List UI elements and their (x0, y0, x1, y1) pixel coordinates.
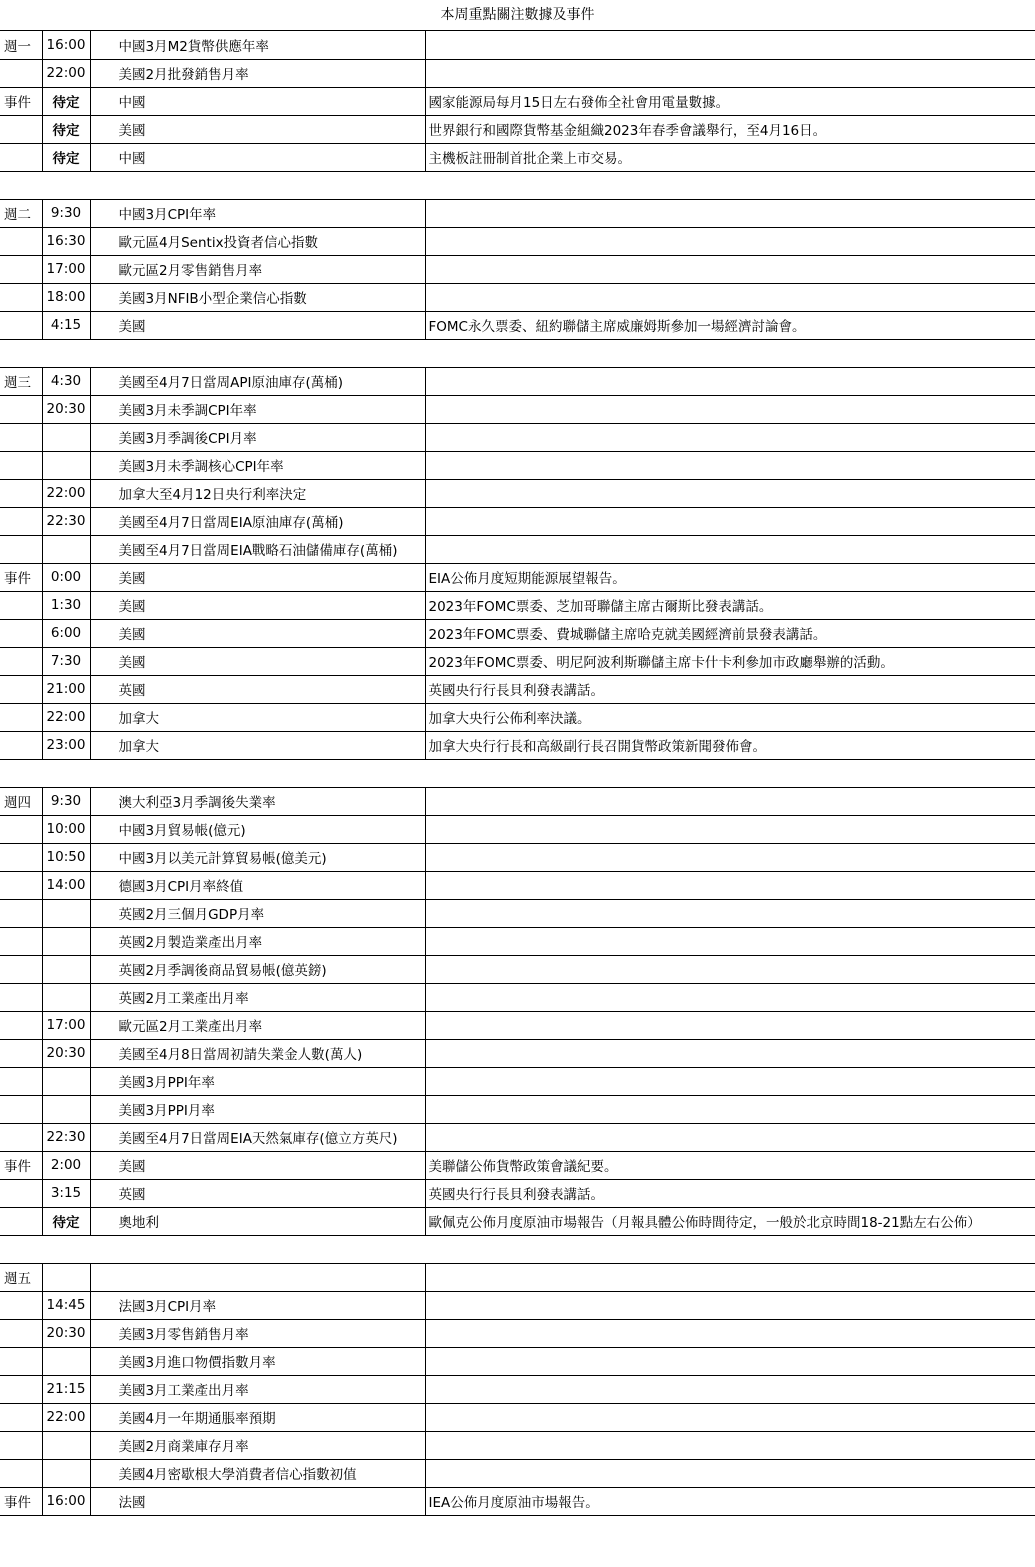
time-cell: 22:00 (42, 59, 90, 87)
note-cell: 英國央行行長貝利發表講話。 (425, 1179, 1035, 1207)
day-cell (0, 1347, 42, 1375)
time-cell: 0:00 (42, 563, 90, 591)
note-cell (425, 535, 1035, 563)
day-cell: 事件 (0, 563, 42, 591)
day-cell (0, 1291, 42, 1319)
item-cell (90, 1263, 425, 1291)
item-cell: 美國 (90, 115, 425, 143)
item-cell: 美國 (90, 563, 425, 591)
time-cell: 23:00 (42, 731, 90, 759)
table-row (0, 619, 1035, 647)
table-row (0, 1403, 1035, 1431)
note-cell (425, 367, 1035, 395)
day-cell (0, 1095, 42, 1123)
day-cell (0, 983, 42, 1011)
schedule-table (0, 31, 1035, 1516)
note-cell: 主機板註冊制首批企業上市交易。 (425, 143, 1035, 171)
note-cell: FOMC永久票委、紐約聯儲主席威廉姆斯參加一場經濟討論會。 (425, 311, 1035, 339)
time-cell: 20:30 (42, 395, 90, 423)
item-cell: 美國至4月7日當周EIA原油庫存(萬桶) (90, 507, 425, 535)
note-cell: 英國央行行長貝利發表講話。 (425, 675, 1035, 703)
day-cell (0, 283, 42, 311)
item-cell: 美國至4月8日當周初請失業金人數(萬人) (90, 1039, 425, 1067)
note-cell (425, 787, 1035, 815)
table-row (0, 199, 1035, 227)
item-cell: 中國3月以美元計算貿易帳(億美元) (90, 843, 425, 871)
item-cell: 美國至4月7日當周API原油庫存(萬桶) (90, 367, 425, 395)
note-cell (425, 423, 1035, 451)
table-row (0, 927, 1035, 955)
day-cell (0, 731, 42, 759)
table-row (0, 367, 1035, 395)
time-cell: 1:30 (42, 591, 90, 619)
table-row (0, 899, 1035, 927)
item-cell: 美國2月批發銷售月率 (90, 59, 425, 87)
time-cell (42, 1067, 90, 1095)
note-cell (425, 1039, 1035, 1067)
item-cell: 澳大利亞3月季調後失業率 (90, 787, 425, 815)
day-cell (0, 143, 42, 171)
time-cell: 7:30 (42, 647, 90, 675)
blank-row (0, 1235, 1035, 1263)
item-cell: 中國3月CPI年率 (90, 199, 425, 227)
blank-row (0, 759, 1035, 787)
day-cell (0, 535, 42, 563)
item-cell: 中國 (90, 143, 425, 171)
table-row (0, 1431, 1035, 1459)
table-row (0, 31, 1035, 59)
blank-cell (0, 1235, 1035, 1263)
time-cell: 3:15 (42, 1179, 90, 1207)
day-cell (0, 1403, 42, 1431)
item-cell: 美國3月未季調核心CPI年率 (90, 451, 425, 479)
day-cell (0, 1375, 42, 1403)
day-cell (0, 227, 42, 255)
time-cell: 14:45 (42, 1291, 90, 1319)
item-cell: 美國4月密歇根大學消費者信心指數初值 (90, 1459, 425, 1487)
item-cell: 美國3月零售銷售月率 (90, 1319, 425, 1347)
note-cell (425, 395, 1035, 423)
note-cell (425, 1319, 1035, 1347)
time-cell: 9:30 (42, 199, 90, 227)
day-cell: 事件 (0, 87, 42, 115)
item-cell: 美國3月未季調CPI年率 (90, 395, 425, 423)
day-cell (0, 927, 42, 955)
note-cell (425, 899, 1035, 927)
day-cell: 事件 (0, 1151, 42, 1179)
table-row (0, 871, 1035, 899)
table-row (0, 451, 1035, 479)
item-cell: 英國 (90, 1179, 425, 1207)
item-cell: 美國3月PPI年率 (90, 1067, 425, 1095)
item-cell: 加拿大 (90, 731, 425, 759)
item-cell: 英國2月季調後商品貿易帳(億英鎊) (90, 955, 425, 983)
note-cell: 2023年FOMC票委、芝加哥聯儲主席古爾斯比發表講話。 (425, 591, 1035, 619)
day-cell: 週四 (0, 787, 42, 815)
day-cell (0, 1431, 42, 1459)
time-cell (42, 451, 90, 479)
time-cell: 待定 (42, 143, 90, 171)
time-cell: 22:30 (42, 1123, 90, 1151)
note-cell (425, 1431, 1035, 1459)
table-row (0, 311, 1035, 339)
day-cell (0, 619, 42, 647)
day-cell (0, 311, 42, 339)
time-cell: 22:00 (42, 479, 90, 507)
time-cell: 22:00 (42, 1403, 90, 1431)
table-row (0, 395, 1035, 423)
item-cell: 加拿大至4月12日央行利率決定 (90, 479, 425, 507)
note-cell (425, 199, 1035, 227)
table-row (0, 507, 1035, 535)
time-cell: 9:30 (42, 787, 90, 815)
day-cell: 週五 (0, 1263, 42, 1291)
note-cell (425, 1347, 1035, 1375)
note-cell: EIA公佈月度短期能源展望報告。 (425, 563, 1035, 591)
time-cell: 6:00 (42, 619, 90, 647)
item-cell: 英國 (90, 675, 425, 703)
note-cell (425, 255, 1035, 283)
time-cell (42, 983, 90, 1011)
table-row (0, 591, 1035, 619)
table-row (0, 1011, 1035, 1039)
item-cell: 美國3月進口物價指數月率 (90, 1347, 425, 1375)
item-cell: 美國 (90, 647, 425, 675)
day-cell (0, 115, 42, 143)
table-row (0, 1459, 1035, 1487)
day-cell (0, 647, 42, 675)
note-cell (425, 1459, 1035, 1487)
note-cell (425, 479, 1035, 507)
table-row (0, 1375, 1035, 1403)
time-cell: 待定 (42, 115, 90, 143)
table-row (0, 983, 1035, 1011)
day-cell (0, 1179, 42, 1207)
time-cell: 待定 (42, 87, 90, 115)
day-cell (0, 899, 42, 927)
time-cell: 16:00 (42, 1487, 90, 1515)
table-row (0, 563, 1035, 591)
day-cell (0, 955, 42, 983)
table-row (0, 731, 1035, 759)
schedule-rows (0, 31, 1035, 1515)
item-cell: 歐元區2月工業產出月率 (90, 1011, 425, 1039)
blank-row (0, 171, 1035, 199)
item-cell: 英國2月製造業產出月率 (90, 927, 425, 955)
table-row (0, 283, 1035, 311)
note-cell (425, 1263, 1035, 1291)
item-cell: 奧地利 (90, 1207, 425, 1235)
time-cell (42, 927, 90, 955)
note-cell (425, 1095, 1035, 1123)
item-cell: 加拿大 (90, 703, 425, 731)
time-cell: 16:30 (42, 227, 90, 255)
item-cell: 美國2月商業庫存月率 (90, 1431, 425, 1459)
time-cell: 17:00 (42, 1011, 90, 1039)
table-row (0, 703, 1035, 731)
day-cell (0, 1207, 42, 1235)
item-cell: 美國 (90, 591, 425, 619)
blank-cell (0, 339, 1035, 367)
item-cell: 美國至4月7日當周EIA天然氣庫存(億立方英尺) (90, 1123, 425, 1151)
note-cell: 加拿大央行行長和高級副行長召開貨幣政策新聞發佈會。 (425, 731, 1035, 759)
item-cell: 美國 (90, 619, 425, 647)
table-row (0, 1347, 1035, 1375)
table-row (0, 1039, 1035, 1067)
note-cell (425, 955, 1035, 983)
note-cell (425, 983, 1035, 1011)
time-cell: 21:15 (42, 1375, 90, 1403)
note-cell (425, 227, 1035, 255)
note-cell: 國家能源局每月15日左右發佈全社會用電量數據。 (425, 87, 1035, 115)
item-cell: 中國3月貿易帳(億元) (90, 815, 425, 843)
time-cell: 2:00 (42, 1151, 90, 1179)
note-cell (425, 507, 1035, 535)
item-cell: 美國3月工業產出月率 (90, 1375, 425, 1403)
time-cell: 10:00 (42, 815, 90, 843)
note-cell (425, 1067, 1035, 1095)
time-cell: 17:00 (42, 255, 90, 283)
time-cell: 18:00 (42, 283, 90, 311)
item-cell: 美國4月一年期通脹率預期 (90, 1403, 425, 1431)
note-cell (425, 451, 1035, 479)
note-cell (425, 283, 1035, 311)
note-cell: 歐佩克公佈月度原油市場報告（月報具體公佈時間待定，一般於北京時間18-21點左右公佈） (425, 1207, 1035, 1235)
blank-row (0, 339, 1035, 367)
time-cell (42, 1459, 90, 1487)
time-cell: 20:30 (42, 1039, 90, 1067)
day-cell (0, 675, 42, 703)
time-cell (42, 1263, 90, 1291)
note-cell: 2023年FOMC票委、明尼阿波利斯聯儲主席卡什卡利參加市政廳舉辦的活動。 (425, 647, 1035, 675)
time-cell (42, 535, 90, 563)
day-cell (0, 703, 42, 731)
item-cell: 德國3月CPI月率終值 (90, 871, 425, 899)
table-row (0, 843, 1035, 871)
time-cell (42, 1095, 90, 1123)
day-cell (0, 1319, 42, 1347)
item-cell: 英國2月三個月GDP月率 (90, 899, 425, 927)
day-cell (0, 479, 42, 507)
table-row (0, 1207, 1035, 1235)
time-cell: 21:00 (42, 675, 90, 703)
note-cell (425, 59, 1035, 87)
table-row (0, 255, 1035, 283)
item-cell: 歐元區2月零售銷售月率 (90, 255, 425, 283)
table-row (0, 1095, 1035, 1123)
time-cell: 4:15 (42, 311, 90, 339)
table-row (0, 1263, 1035, 1291)
table-row (0, 647, 1035, 675)
note-cell (425, 1011, 1035, 1039)
table-row (0, 115, 1035, 143)
day-cell (0, 843, 42, 871)
time-cell (42, 1347, 90, 1375)
day-cell (0, 1067, 42, 1095)
table-row (0, 535, 1035, 563)
time-cell: 4:30 (42, 367, 90, 395)
item-cell: 法國3月CPI月率 (90, 1291, 425, 1319)
item-cell: 美國3月PPI月率 (90, 1095, 425, 1123)
blank-cell (0, 171, 1035, 199)
note-cell: IEA公佈月度原油市場報告。 (425, 1487, 1035, 1515)
item-cell: 中國 (90, 87, 425, 115)
day-cell (0, 591, 42, 619)
day-cell: 週一 (0, 31, 42, 59)
time-cell: 待定 (42, 1207, 90, 1235)
time-cell: 10:50 (42, 843, 90, 871)
table-row (0, 1067, 1035, 1095)
note-cell (425, 843, 1035, 871)
table-row (0, 675, 1035, 703)
table-row (0, 955, 1035, 983)
table-row (0, 479, 1035, 507)
item-cell: 美國3月季調後CPI月率 (90, 423, 425, 451)
item-cell: 歐元區4月Sentix投資者信心指數 (90, 227, 425, 255)
table-row (0, 1319, 1035, 1347)
blank-cell (0, 759, 1035, 787)
day-cell (0, 451, 42, 479)
time-cell (42, 1431, 90, 1459)
note-cell (425, 31, 1035, 59)
day-cell (0, 255, 42, 283)
day-cell (0, 507, 42, 535)
time-cell: 22:30 (42, 507, 90, 535)
note-cell: 世界銀行和國際貨幣基金組織2023年春季會議舉行，至4月16日。 (425, 115, 1035, 143)
table-row (0, 815, 1035, 843)
table-row (0, 1151, 1035, 1179)
table-row (0, 423, 1035, 451)
item-cell: 中國3月M2貨幣供應年率 (90, 31, 425, 59)
item-cell: 美國3月NFIB小型企業信心指數 (90, 283, 425, 311)
table-row (0, 143, 1035, 171)
table-row (0, 1487, 1035, 1515)
time-cell: 22:00 (42, 703, 90, 731)
item-cell: 法國 (90, 1487, 425, 1515)
table-row (0, 787, 1035, 815)
note-cell (425, 1403, 1035, 1431)
day-cell (0, 1011, 42, 1039)
time-cell (42, 423, 90, 451)
time-cell (42, 899, 90, 927)
note-cell (425, 871, 1035, 899)
note-cell: 2023年FOMC票委、費城聯儲主席哈克就美國經濟前景發表講話。 (425, 619, 1035, 647)
table-row (0, 87, 1035, 115)
note-cell: 美聯儲公佈貨幣政策會議紀要。 (425, 1151, 1035, 1179)
table-row (0, 227, 1035, 255)
table-row (0, 1179, 1035, 1207)
note-cell (425, 1123, 1035, 1151)
item-cell: 美國至4月7日當周EIA戰略石油儲備庫存(萬桶) (90, 535, 425, 563)
time-cell: 20:30 (42, 1319, 90, 1347)
table-row (0, 59, 1035, 87)
day-cell (0, 871, 42, 899)
day-cell (0, 1459, 42, 1487)
table-row (0, 1291, 1035, 1319)
day-cell (0, 815, 42, 843)
sheet-title: 本周重點關注數據及事件 (0, 0, 1035, 31)
note-cell: 加拿大央行公佈利率決議。 (425, 703, 1035, 731)
day-cell: 週二 (0, 199, 42, 227)
note-cell (425, 1375, 1035, 1403)
day-cell: 事件 (0, 1487, 42, 1515)
day-cell (0, 1039, 42, 1067)
time-cell: 16:00 (42, 31, 90, 59)
day-cell (0, 395, 42, 423)
day-cell (0, 423, 42, 451)
note-cell (425, 1291, 1035, 1319)
day-cell (0, 59, 42, 87)
item-cell: 美國 (90, 311, 425, 339)
item-cell: 英國2月工業產出月率 (90, 983, 425, 1011)
time-cell (42, 955, 90, 983)
table-row (0, 1123, 1035, 1151)
note-cell (425, 927, 1035, 955)
day-cell: 週三 (0, 367, 42, 395)
note-cell (425, 815, 1035, 843)
day-cell (0, 1123, 42, 1151)
time-cell: 14:00 (42, 871, 90, 899)
item-cell: 美國 (90, 1151, 425, 1179)
